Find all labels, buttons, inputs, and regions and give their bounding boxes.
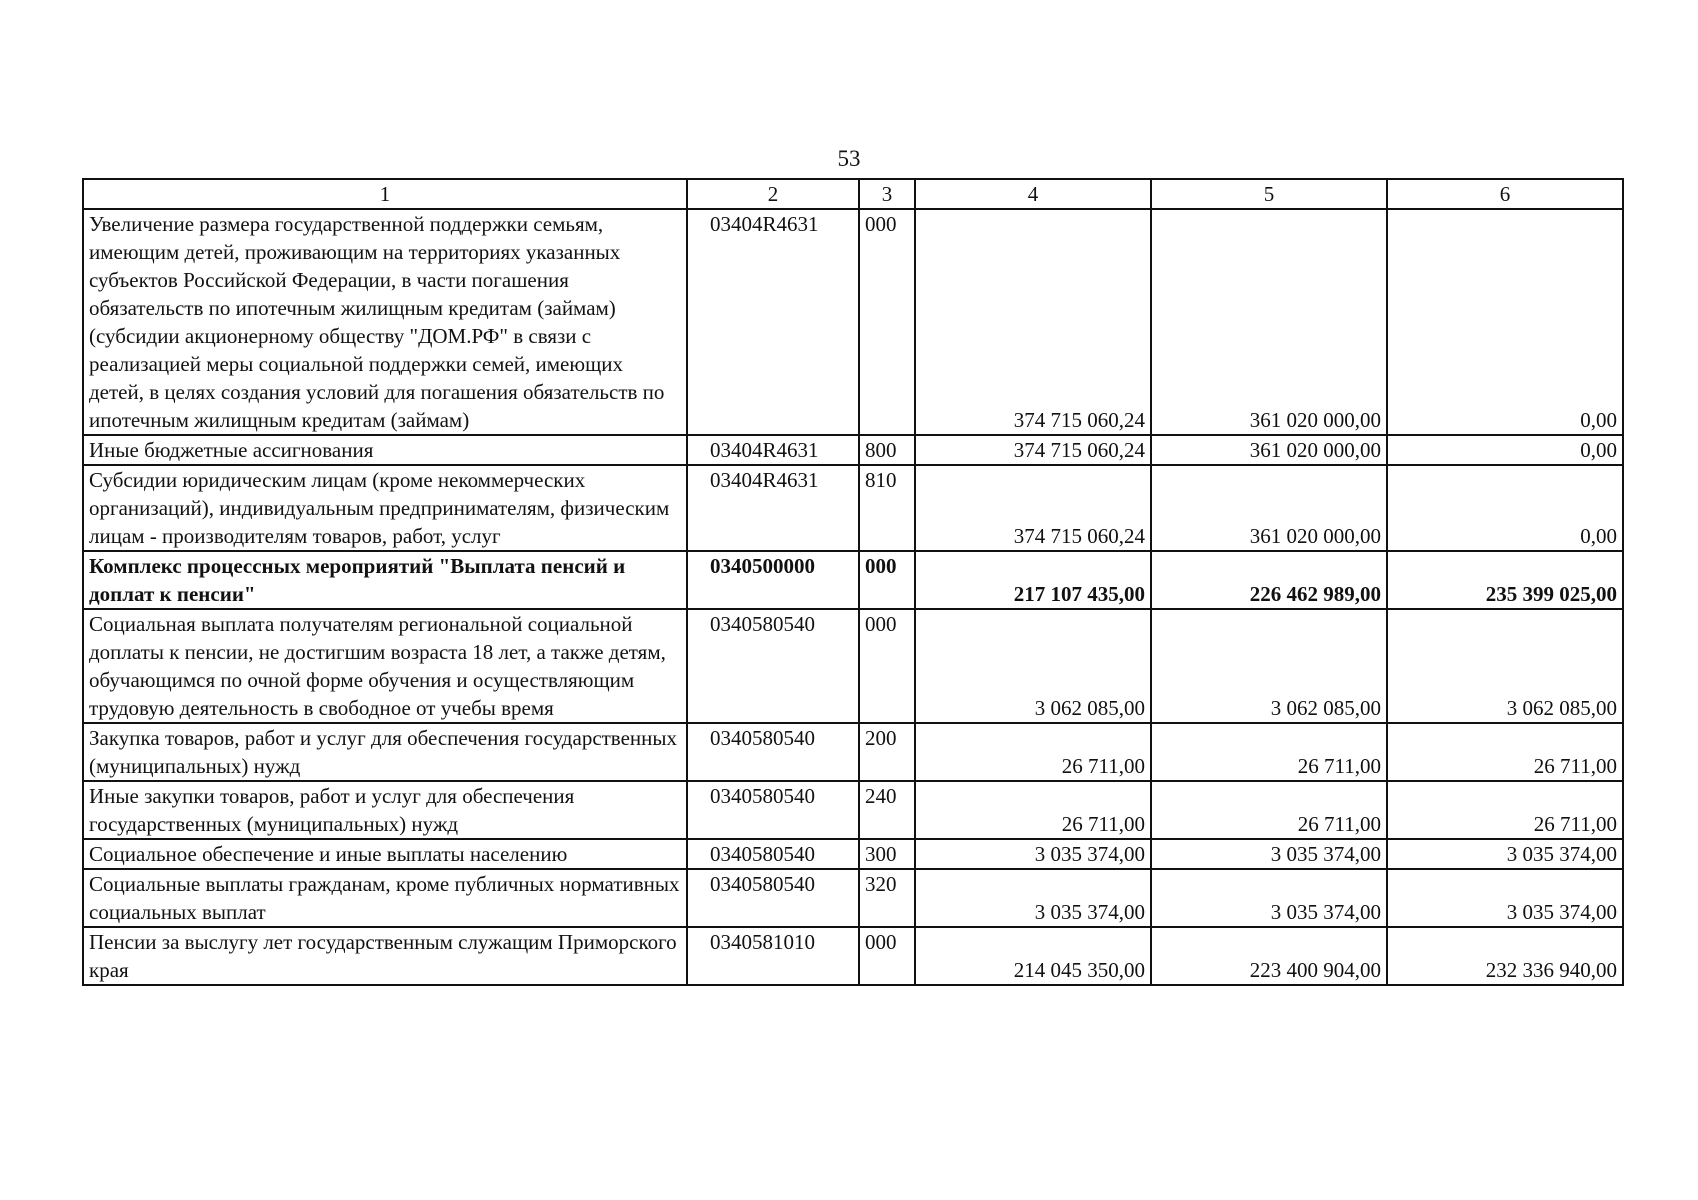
column-header: 4	[915, 179, 1151, 209]
table-row	[83, 723, 1623, 781]
row-amount-6: 0,00	[1387, 465, 1623, 551]
row-amount-6: 3 035 374,00	[1387, 839, 1623, 869]
row-name: Комплекс процессных мероприятий "Выплата пенсий и доплат к пенсии"	[83, 551, 687, 609]
row-name: Закупка товаров, работ и услуг для обеспечения государственных (муниципальных) нужд	[83, 723, 687, 781]
column-header: 1	[83, 179, 687, 209]
row-name: Увеличение размера государственной поддержки семьям, имеющим детей, проживающим на территориях указанных субъектов Российской Федерации, в части погашения обязательств по ипотечным жилищным кредитам (займам) (субсидии акционерному обществу "ДОМ.РФ" в связи с реализацией меры социальной поддержки семей, имеющих детей, в целях создания условий для погашения обязательств по ипотечным жилищным кредитам (займам)	[83, 209, 687, 435]
row-code: 0340580540	[687, 723, 859, 781]
column-header: 5	[1151, 179, 1387, 209]
row-amount-4: 26 711,00	[915, 781, 1151, 839]
row-amount-5: 3 062 085,00	[1151, 609, 1387, 723]
row-amount-5: 361 020 000,00	[1151, 435, 1387, 465]
column-header: 3	[859, 179, 915, 209]
table-row	[83, 465, 1623, 551]
row-amount-5: 26 711,00	[1151, 781, 1387, 839]
row-amount-5: 361 020 000,00	[1151, 209, 1387, 435]
row-code: 03404R4631	[687, 209, 859, 435]
table-row	[83, 781, 1623, 839]
row-amount-4: 374 715 060,24	[915, 465, 1151, 551]
row-amount-6: 235 399 025,00	[1387, 551, 1623, 609]
row-amount-4: 374 715 060,24	[915, 209, 1151, 435]
budget-table	[82, 178, 1624, 986]
row-amount-5: 361 020 000,00	[1151, 465, 1387, 551]
row-amount-4: 217 107 435,00	[915, 551, 1151, 609]
row-code: 0340580540	[687, 839, 859, 869]
table-row-bold	[83, 551, 1623, 609]
table-row	[83, 209, 1623, 435]
row-amount-6: 0,00	[1387, 209, 1623, 435]
row-name: Субсидии юридическим лицам (кроме некоммерческих организаций), индивидуальным предпринимателям, физическим лицам - производителям товаров, работ, услуг	[83, 465, 687, 551]
row-amount-6: 3 062 085,00	[1387, 609, 1623, 723]
row-amount-4: 3 035 374,00	[915, 869, 1151, 927]
row-type: 000	[859, 209, 915, 435]
row-code: 03404R4631	[687, 465, 859, 551]
row-type: 320	[859, 869, 915, 927]
table-row	[83, 839, 1623, 869]
row-amount-6: 26 711,00	[1387, 781, 1623, 839]
row-code: 0340580540	[687, 609, 859, 723]
table-header-row	[83, 179, 1623, 209]
row-type: 300	[859, 839, 915, 869]
row-amount-4: 26 711,00	[915, 723, 1151, 781]
row-name: Социальная выплата получателям региональной социальной доплаты к пенсии, не достигшим возраста 18 лет, а также детям, обучающимся по очной форме обучения и осуществляющим трудовую деятельность в свободное от учебы время	[83, 609, 687, 723]
table-row	[83, 927, 1623, 985]
row-code: 0340500000	[687, 551, 859, 609]
column-header: 2	[687, 179, 859, 209]
row-amount-5: 223 400 904,00	[1151, 927, 1387, 985]
row-amount-6: 26 711,00	[1387, 723, 1623, 781]
table-row	[83, 609, 1623, 723]
page-number: 53	[837, 146, 861, 171]
row-amount-5: 3 035 374,00	[1151, 839, 1387, 869]
row-type: 000	[859, 551, 915, 609]
row-amount-4: 214 045 350,00	[915, 927, 1151, 985]
table-row	[83, 869, 1623, 927]
row-type: 000	[859, 927, 915, 985]
row-amount-6: 0,00	[1387, 435, 1623, 465]
row-type: 240	[859, 781, 915, 839]
row-amount-5: 226 462 989,00	[1151, 551, 1387, 609]
row-amount-4: 3 035 374,00	[915, 839, 1151, 869]
table-row	[83, 435, 1623, 465]
row-code: 0340580540	[687, 781, 859, 839]
row-type: 810	[859, 465, 915, 551]
row-name: Иные закупки товаров, работ и услуг для обеспечения государственных (муниципальных) нужд	[83, 781, 687, 839]
row-amount-5: 26 711,00	[1151, 723, 1387, 781]
row-code: 03404R4631	[687, 435, 859, 465]
row-name: Социальное обеспечение и иные выплаты населению	[83, 839, 687, 869]
row-amount-4: 3 062 085,00	[915, 609, 1151, 723]
row-amount-6: 3 035 374,00	[1387, 869, 1623, 927]
row-type: 200	[859, 723, 915, 781]
row-code: 0340580540	[687, 869, 859, 927]
row-type: 000	[859, 609, 915, 723]
row-amount-4: 374 715 060,24	[915, 435, 1151, 465]
row-name: Иные бюджетные ассигнования	[83, 435, 687, 465]
row-name: Социальные выплаты гражданам, кроме публичных нормативных социальных выплат	[83, 869, 687, 927]
row-type: 800	[859, 435, 915, 465]
row-amount-6: 232 336 940,00	[1387, 927, 1623, 985]
row-code: 0340581010	[687, 927, 859, 985]
row-amount-5: 3 035 374,00	[1151, 869, 1387, 927]
column-header: 6	[1387, 179, 1623, 209]
row-name: Пенсии за выслугу лет государственным служащим Приморского края	[83, 927, 687, 985]
